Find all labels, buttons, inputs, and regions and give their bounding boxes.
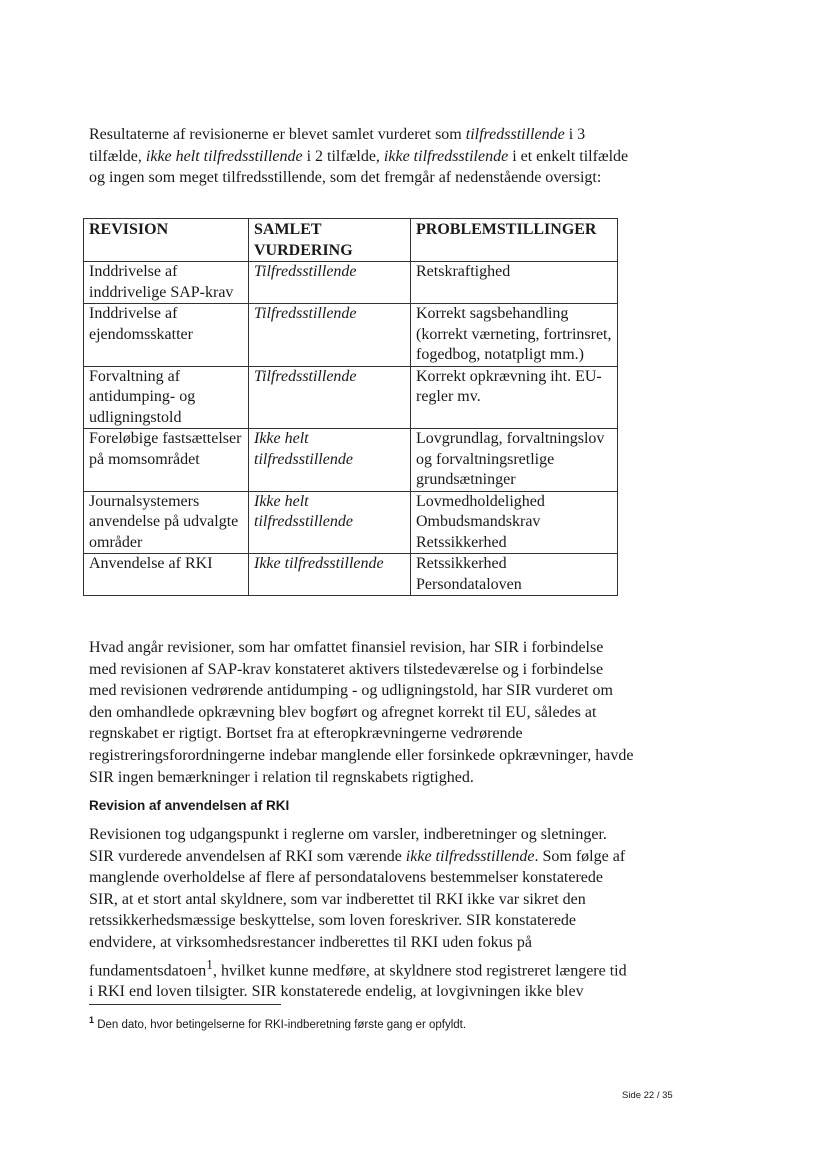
vurdering-cell: Ikke helt tilfredsstillende: [249, 491, 411, 554]
page-number: Side 22 / 35: [622, 1090, 673, 1101]
revision-cell: Inddrivelse af inddrivelige SAP-krav: [84, 262, 249, 304]
vurdering-cell: Ikke tilfredsstillende: [249, 554, 411, 596]
footnote-reference[interactable]: 1: [206, 956, 213, 972]
problem-cell: Korrekt opkrævning iht. EU-regler mv.: [411, 366, 618, 429]
problem-cell: Retssikkerhed Persondataloven: [411, 554, 618, 596]
vurdering-cell: Tilfredsstillende: [249, 366, 411, 429]
revision-cell: Anvendelse af RKI: [84, 554, 249, 596]
revision-cell: Foreløbige fastsættelser på momsområdet: [84, 429, 249, 492]
problem-cell: Lovgrundlag, forvaltningslov og forvaltningsretlige grundsætninger: [411, 429, 618, 492]
table-row: [84, 554, 618, 596]
table-row: [84, 304, 618, 367]
vurdering-cell: Ikke helt tilfredsstillende: [249, 429, 411, 492]
table-header-row: [84, 219, 618, 262]
table-row: [84, 429, 618, 492]
problem-cell: Retskraftighed: [411, 262, 618, 304]
vurdering-cell: Tilfredsstillende: [249, 262, 411, 304]
revision-table: [83, 218, 618, 596]
vurdering-cell: Tilfredsstillende: [249, 304, 411, 367]
revision-cell: Forvaltning af antidumping- og udligningstold: [84, 366, 249, 429]
table-row: [84, 366, 618, 429]
header-problemstillinger: PROBLEMSTILLINGER: [411, 219, 618, 262]
footnote-text: Den dato, hvor betingelserne for RKI-indberetning første gang er opfyldt.: [94, 1018, 467, 1031]
financial-revision-paragraph: Hvad angår revisioner, som har omfattet finansiel revision, har SIR i forbindelse med revisionen af SAP-krav konstateret aktivers tilstedeværelse og i forbindelse med revisionen vedrørende antidumping - og udligningstold, har SIR vurderet om den omhandlede opkrævning blev bogført og afregnet korrekt til EU, således at regnskabet er rigtigt. Bortset fra at efteropkrævningerne vedrørende registreringsforordningerne indebar manglende eller forsinkede opkrævninger, havde SIR ingen bemærkninger i relation til regnskabets rigtighed.: [89, 639, 634, 786]
problem-cell: Lovmedholdelighed Ombudsmandskrav Retssikkerhed: [411, 491, 618, 554]
table-row: [84, 491, 618, 554]
rki-paragraph: Revisionen tog udgangspunkt i reglerne om varsler, indberetninger og sletninger. SIR vurderede anvendelsen af RKI som værende ikke tilfredsstillende. Som følge af manglende overholdelse af flere af persondatalovens bestemmelser konstaterede SIR, at et stort antal skyldnere, som var indberettet til RKI ikke var sikret den retssikkerhedsmæssige beskyttelse, som loven foreskriver. SIR konstaterede endvidere, at virksomhedsrestancer indberettes til RKI uden fokus på fundamentsdatoen$^1$, hvilket kunne medføre, at skyldnere stod registreret længere tid i RKI end loven tilsigter. SIR konstaterede endelig, at lovgivningen ikke blev: [89, 826, 627, 1001]
header-revision: REVISION: [84, 219, 249, 262]
table-row: [84, 262, 618, 304]
rating-emphasis: ikke tilfredsstillende: [405, 847, 535, 865]
problem-cell: Korrekt sagsbehandling (korrekt værneting, fortrinsret, fogedbog, notatpligt mm.): [411, 304, 618, 367]
rating-emphasis: ikke helt tilfredsstillende: [145, 147, 303, 165]
section-heading: Revision af anvendelsen af RKI: [89, 798, 290, 813]
rating-emphasis: ikke tilfredsstilende: [383, 147, 509, 165]
revision-cell: Journalsystemers anvendelse på udvalgte områder: [84, 491, 249, 554]
revision-cell: Inddrivelse af ejendomsskatter: [84, 304, 249, 367]
footnote: [89, 1015, 466, 1031]
header-samlet-vurdering: SAMLET VURDERING: [249, 219, 411, 262]
footnote-divider: [89, 1004, 281, 1005]
footnote-number: 1: [89, 1015, 95, 1025]
rating-emphasis: tilfredsstillende: [465, 126, 565, 143]
intro-paragraph: Resultaterne af revisionerne er blevet samlet vurderet som tilfredsstillende i 3 tilfælde, ikke helt tilfredsstillende i 2 tilfælde, ikke tilfredsstilende i et enkelt tilfælde og ingen som meget tilfredsstillende, som det fremgår af nedenstående oversigt:: [89, 126, 629, 187]
